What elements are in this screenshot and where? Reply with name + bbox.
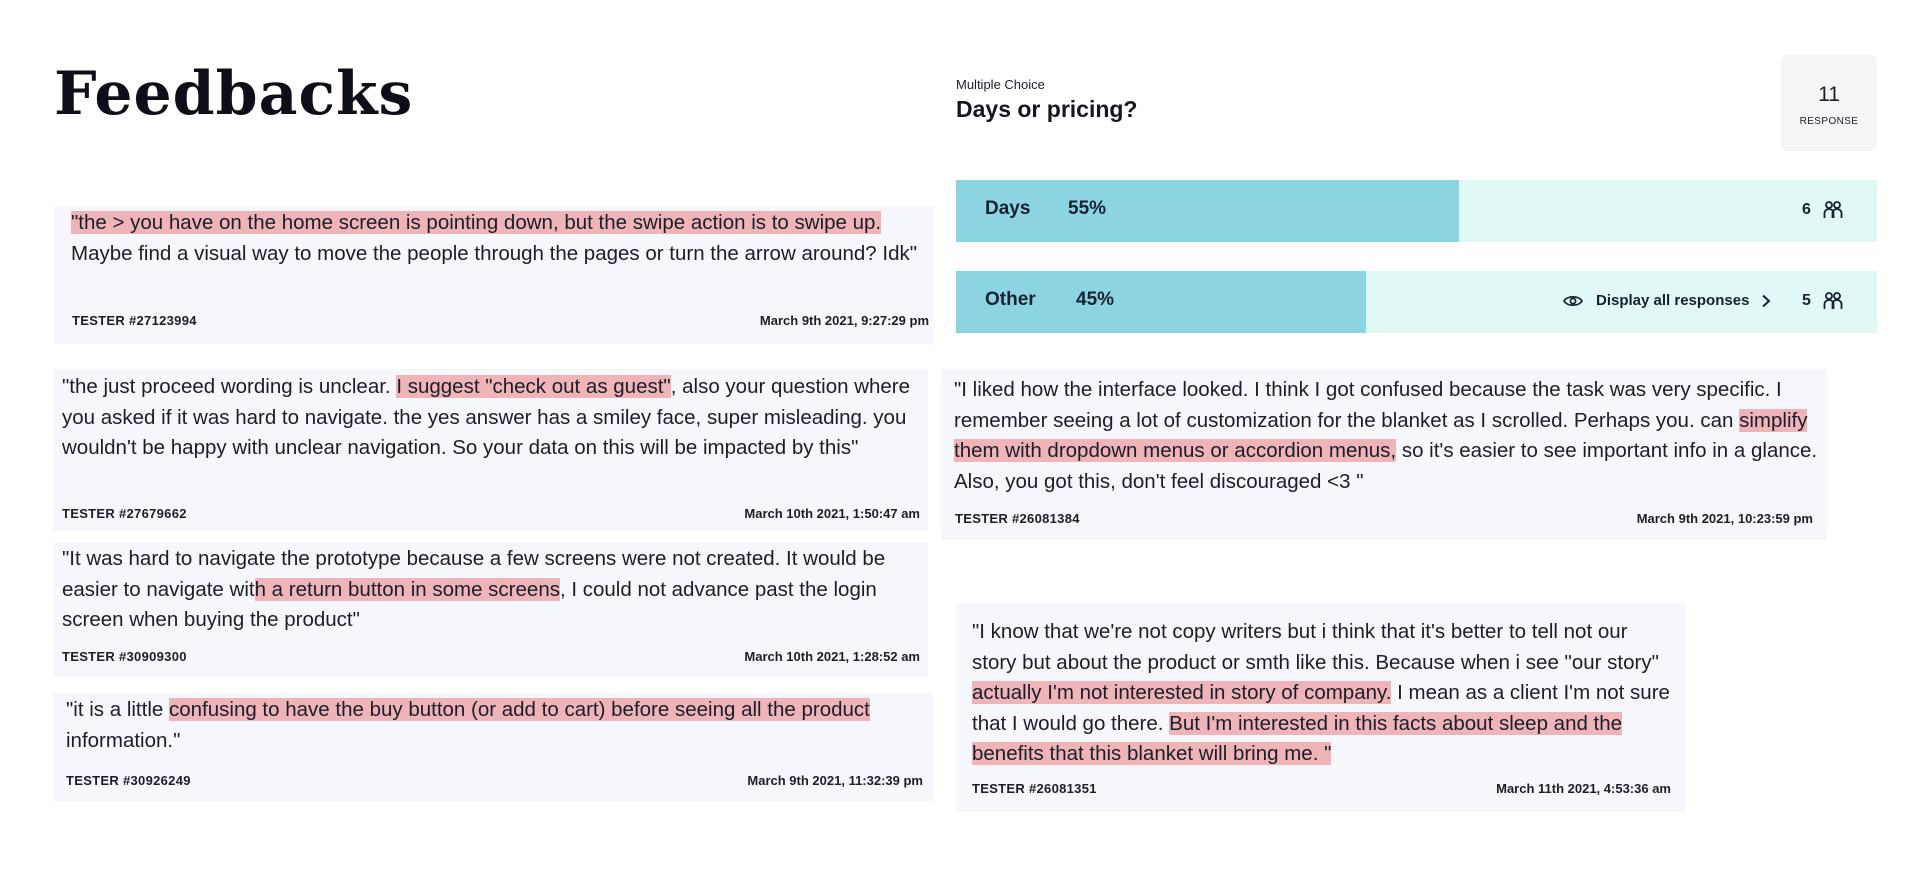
highlighted-text: actually I'm not interested in story of company. (972, 681, 1392, 704)
quote-text: "I liked how the interface looked. I think I got confused because the task was very specific. I remember seeing a lot of customization for the blanket as I scrolled. Perhaps you. can (954, 378, 1782, 432)
option-bar-fill (956, 180, 1459, 242)
feedback-date: March 10th 2021, 1:50:47 am (744, 506, 920, 521)
option-percent: 45% (1076, 289, 1115, 310)
tester-id: TESTER #26081384 (955, 511, 1080, 526)
feedback-date: March 11th 2021, 4:53:36 am (1496, 781, 1671, 796)
people-icon (1823, 291, 1843, 311)
highlighted-text: confusing to have the buy button (or add to cart) before seeing all the product (168, 698, 870, 721)
eye-icon[interactable] (1563, 293, 1583, 309)
quote-text: , also your question where you asked if it was hard to navigate. the yes answer has a smiley face, super misleading. you wouldn't be happy with unclear navigation. So your data on this will be impacted by this" (62, 375, 911, 459)
feedback-quote (62, 372, 917, 464)
highlighted-text: h a return button in some screens (254, 577, 560, 601)
highlighted-text: simplify them with dropdown menus or accordion menus, (954, 408, 1808, 462)
quote-text: so it's easier to see important info in a glance. Also, you got this, don't feel discouraged <3 " (954, 439, 1818, 493)
quote-text: "It was hard to navigate the prototype because a few screens were not created. It would be easier to navigate wit (62, 547, 886, 601)
chevron-right-icon[interactable] (1761, 294, 1771, 308)
quote-text: "I know that we're not copy writers but i think that it's better to tell not our story but about the product or smth like this. Because when i see "our story" (972, 620, 1659, 674)
quote-text: Maybe find a visual way to move the people through the pages or turn the arrow around? Idk" (71, 241, 918, 265)
option-label: Other (985, 289, 1036, 310)
tester-id: TESTER #26081351 (972, 781, 1097, 796)
feedback-card (53, 369, 928, 531)
response-count-box (1781, 55, 1877, 151)
feedback-card (956, 603, 1686, 812)
highlighted-text: I suggest "check out as guest" (396, 375, 671, 398)
response-label: RESPONSE (1799, 116, 1859, 127)
option-label: Days (985, 198, 1031, 219)
feedback-card (53, 693, 933, 801)
quote-text: "it is a little (66, 698, 169, 721)
feedback-quote (66, 695, 921, 756)
quote-text: , I could not advance past the login screen when buying the product" (62, 577, 877, 631)
feedback-quote (972, 617, 1677, 770)
response-count: 11 (1818, 83, 1840, 106)
display-all-responses-link[interactable]: Display all responses (1596, 292, 1750, 309)
option-bar-other (956, 271, 1877, 333)
option-bar-days (956, 180, 1877, 242)
quote-text: I mean as a client I'm not sure that I would go there. (972, 681, 1670, 735)
quote-text: information." (66, 728, 181, 752)
feedback-date: March 9th 2021, 11:32:39 pm (747, 773, 923, 788)
option-percent: 55% (1068, 198, 1107, 219)
option-count: 6 (1802, 201, 1811, 218)
highlighted-text: "the > you have on the home screen is pointing down, but the swipe action is to swipe up. (71, 211, 882, 234)
tester-id: TESTER #27679662 (62, 506, 187, 521)
question-title: Days or pricing? (956, 96, 1138, 122)
people-icon (1823, 200, 1843, 220)
feedback-card (53, 543, 928, 677)
tester-id: TESTER #27123994 (72, 313, 197, 328)
feedback-date: March 10th 2021, 1:28:52 am (744, 649, 920, 664)
tester-id: TESTER #30926249 (66, 773, 191, 788)
tester-id: TESTER #30909300 (62, 649, 187, 664)
page-title: Feedbacks (54, 59, 414, 129)
feedback-card (941, 369, 1827, 540)
highlighted-text: But I'm interested in this facts about sleep and the benefits that this blanket will bring me. " (972, 711, 1623, 765)
feedback-card (54, 206, 934, 344)
feedback-quote (71, 208, 931, 269)
option-count: 5 (1802, 292, 1811, 309)
question-type: Multiple Choice (956, 77, 1045, 92)
feedback-quote (954, 375, 1824, 497)
feedback-date: March 9th 2021, 10:23:59 pm (1636, 511, 1813, 526)
quote-text: "the just proceed wording is unclear. (62, 375, 397, 398)
feedback-date: March 9th 2021, 9:27:29 pm (759, 313, 929, 328)
feedback-quote (62, 544, 927, 636)
